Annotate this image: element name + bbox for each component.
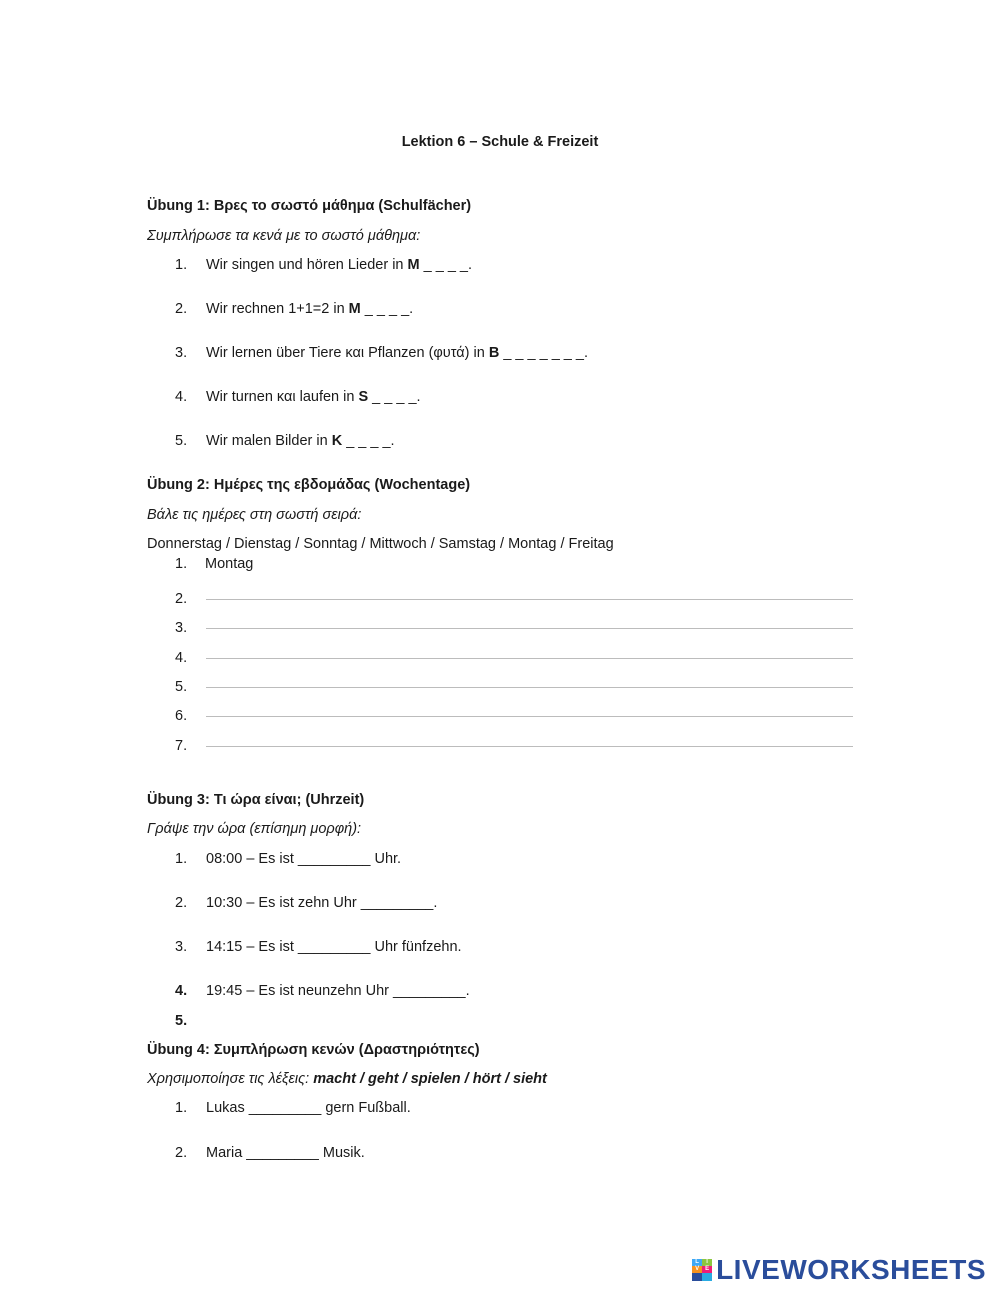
- ex2-line-number: 5.: [175, 679, 188, 695]
- ex2-line-number: 2.: [175, 591, 188, 607]
- ex1-item-text: Wir lernen über Tiere και Pflanzen (φυτά) in B _ _ _ _ _ _ _.: [206, 345, 588, 361]
- ex1-item-text: Wir rechnen 1+1=2 in M _ _ _ _.: [206, 301, 414, 317]
- page-title: Lektion 6 – Schule & Freizeit: [401, 134, 599, 150]
- ex3-item-number: 3.: [175, 939, 188, 955]
- ex1-item-number: 1.: [175, 257, 188, 273]
- ex2-line-number: 6.: [175, 708, 188, 724]
- ex4-item-number: 1.: [175, 1100, 188, 1116]
- ex2-line-number: 4.: [175, 650, 188, 666]
- ex2-item-number: 1.: [175, 556, 188, 572]
- answer-line[interactable]: [206, 599, 853, 600]
- ex1-item-number: 3.: [175, 345, 188, 361]
- exercise-3-heading: Übung 3: Τι ώρα είναι; (Uhrzeit): [147, 792, 365, 808]
- ex4-item-text: Maria _________ Musik.: [206, 1145, 365, 1161]
- ex3-item-text: 10:30 – Es ist zehn Uhr _________.: [206, 895, 438, 911]
- ex1-item-number: 5.: [175, 433, 188, 449]
- ex2-line-number: 7.: [175, 738, 188, 754]
- ex3-item-number: 2.: [175, 895, 188, 911]
- exercise-4-heading: Übung 4: Συμπλήρωση κενών (Δραστηριότητες): [147, 1042, 480, 1058]
- answer-line[interactable]: [206, 746, 853, 747]
- ex3-item-text: 08:00 – Es ist _________ Uhr.: [206, 851, 402, 867]
- liveworksheets-logo-text: LIVEWORKSHEETS: [716, 1254, 986, 1285]
- weekday-list: Donnerstag / Dienstag / Sonntag / Mittwoch / Samstag / Montag / Freitag: [147, 536, 614, 552]
- answer-line[interactable]: [206, 628, 853, 629]
- exercise-2-instruction: Βάλε τις ημέρες στη σωστή σειρά:: [147, 507, 362, 523]
- exercise-1-heading: Übung 1: Βρες το σωστό μάθημα (Schulfächer): [147, 198, 472, 214]
- answer-line[interactable]: [206, 658, 853, 659]
- ex3-item-number: 5.: [175, 1013, 188, 1029]
- exercise-3-instruction: Γράψε την ώρα (επίσημη μορφή):: [147, 821, 362, 837]
- liveworksheets-logo[interactable]: [692, 1256, 986, 1284]
- exercise-2-heading: Übung 2: Ημέρες της εβδομάδας (Wochentage): [147, 477, 471, 493]
- answer-line[interactable]: [206, 687, 853, 688]
- ex4-item-text: Lukas _________ gern Fußball.: [206, 1100, 411, 1116]
- ex1-item-number: 4.: [175, 389, 188, 405]
- ex3-item-number: 1.: [175, 851, 188, 867]
- answer-line[interactable]: [206, 716, 853, 717]
- ex2-item-answer: Montag: [205, 556, 254, 572]
- exercise-1-instruction: Συμπλήρωσε τα κενά με το σωστό μάθημα:: [147, 228, 421, 244]
- ex1-item-number: 2.: [175, 301, 188, 317]
- ex1-item-text: Wir turnen και laufen in S _ _ _ _.: [206, 389, 421, 405]
- ex3-item-text: 19:45 – Es ist neunzehn Uhr _________.: [206, 983, 470, 999]
- exercise-4-instruction: Χρησιμοποίησε τις λέξεις: macht / geht / spielen / hört / sieht: [147, 1071, 547, 1087]
- ex3-item-number: 4.: [175, 983, 188, 999]
- ex2-line-number: 3.: [175, 620, 188, 636]
- ex4-item-number: 2.: [175, 1145, 188, 1161]
- ex1-item-text: Wir singen und hören Lieder in M _ _ _ _.: [206, 257, 473, 273]
- ex3-item-text: 14:15 – Es ist _________ Uhr fünfzehn.: [206, 939, 462, 955]
- liveworksheets-logo-icon: L I V E: [692, 1259, 712, 1281]
- ex1-item-text: Wir malen Bilder in K _ _ _ _.: [206, 433, 395, 449]
